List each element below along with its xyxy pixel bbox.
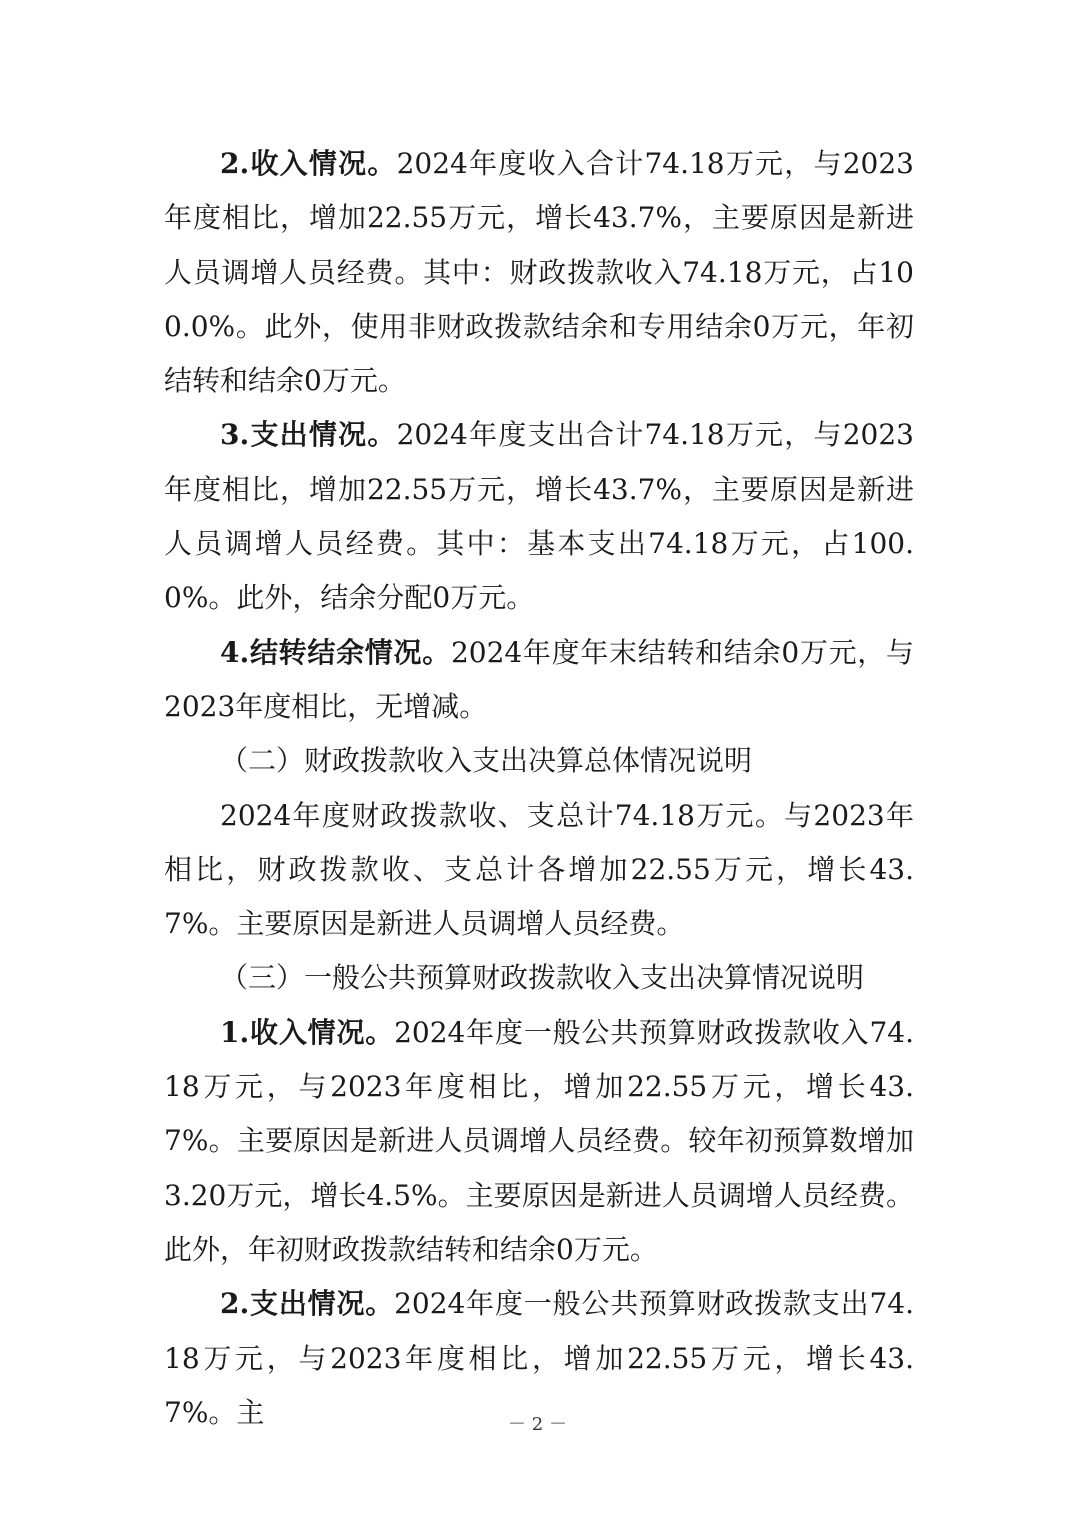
paragraph-lead: 2.支出情况。 <box>220 1287 395 1321</box>
paragraph-fiscal-total: 2024年度财政拨款收、支总计74.18万元。与2023年相比，财政拨款收、支总计各增加22.55万元，增长43.7%。主要原因是新进人员调增人员经费。 <box>164 798 914 941</box>
paragraph-text: 2024年度一般公共预算财政拨款收入74.18万元，与2023年度相比，增加22.55万元，增长43.7%。主要原因是新进人员调增人员经费。较年初预算数增加3.20万元，增长4.5%。主要原因是新进人员调增人员经费。此外，年初财政拨款结转和结余0万元。 <box>164 1015 915 1266</box>
paragraph-lead: 3.支出情况。 <box>220 418 397 452</box>
paragraph-text: 2024年度一般公共预算财政拨款支出74.18万元，与2023年度相比，增加22.55万元，增长43.7%。主 <box>164 1287 915 1429</box>
paragraph-carryover <box>164 626 914 735</box>
document-body <box>164 137 914 1440</box>
page-number: － 2 － <box>508 1414 567 1435</box>
paragraph-text: 2024年度收入合计74.18万元，与2023年度相比，增加22.55万元，增长43.7%，主要原因是新进人员调增人员经费。其中：财政拨款收入74.18万元，占100.0%。此外，使用非财政拨款结余和专用结余0万元，年初结转和结余0万元。 <box>164 147 914 398</box>
section-heading-2: （二）财政拨款收入支出决算总体情况说明 <box>220 744 753 778</box>
paragraph-income <box>164 137 914 408</box>
paragraph-lead: 2.收入情况。 <box>220 147 397 180</box>
section-heading-3: （三）一般公共预算财政拨款收入支出决算情况说明 <box>220 961 865 995</box>
paragraph-expenditure <box>164 408 914 625</box>
paragraph-lead: 1.收入情况。 <box>220 1015 395 1049</box>
paragraph-lead: 4.结转结余情况。 <box>220 635 451 669</box>
paragraph-text: 2024年度年末结转和结余0万元，与2023年度相比，无增减。 <box>164 635 914 723</box>
paragraph-budget-income <box>164 1006 914 1277</box>
paragraph-text: 2024年度支出合计74.18万元，与2023年度相比，增加22.55万元，增长43.7%，主要原因是新进人员调增人员经费。其中：基本支出74.18万元，占100.0%。此外，结余分配0万元。 <box>164 418 914 615</box>
